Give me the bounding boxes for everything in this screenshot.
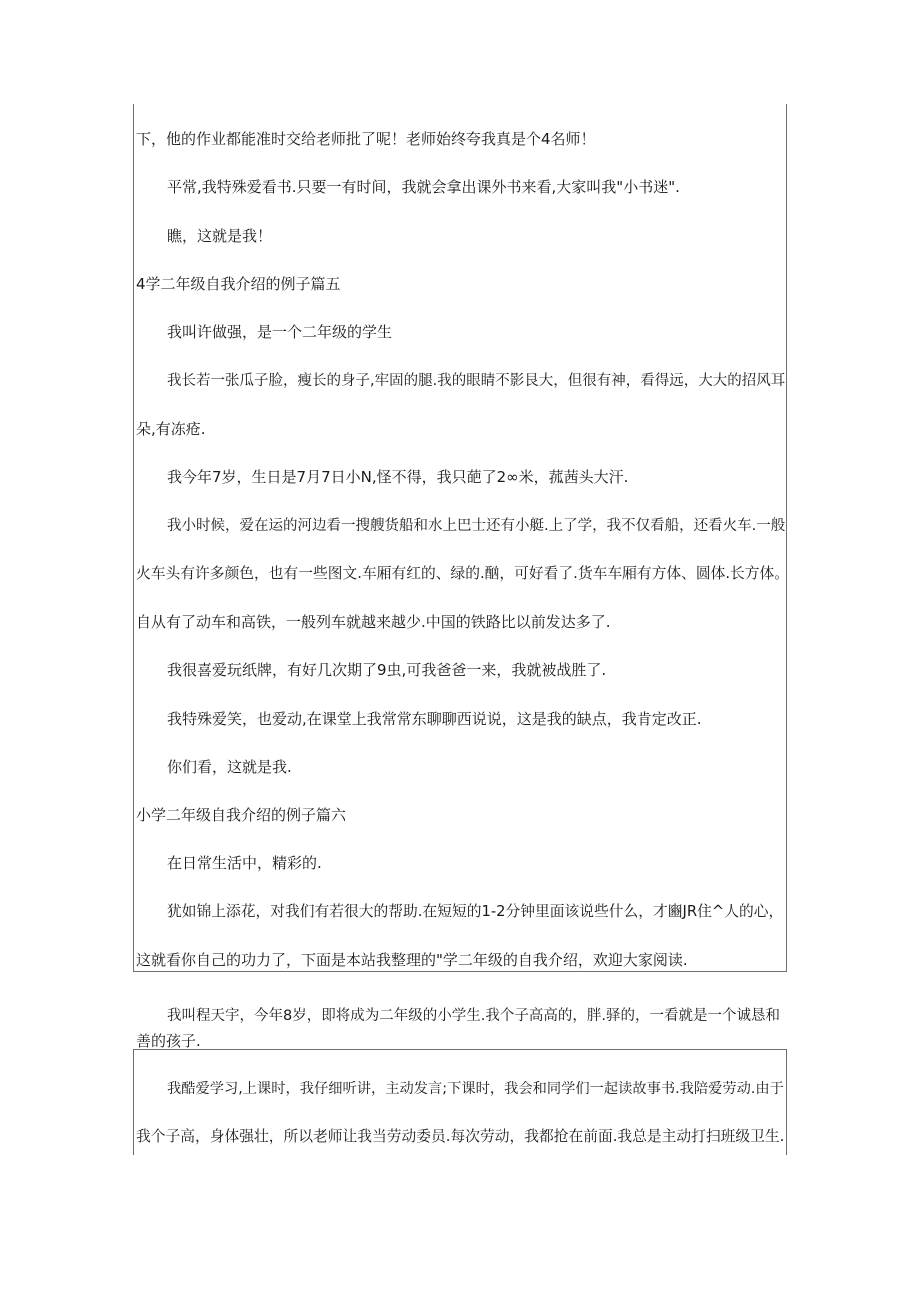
paragraph-line: 你们看，这就是我. xyxy=(167,758,292,776)
paragraph-line: 朵,有冻疮. xyxy=(136,420,206,438)
paragraph-line: 我特殊爱笑，也爱动,在课堂上我常常东聊聊西说说，这是我的缺点，我肯定改正. xyxy=(167,710,702,728)
paragraph-line: 自从有了动车和高铁，一般列车就越来越少.中国的铁路比以前发达多了. xyxy=(136,613,611,631)
paragraph-line: 平常,我特殊爱看书.只要一有时间，我就会拿出课外书来看,大家叫我"小书迷". xyxy=(167,178,680,196)
frame-right-border xyxy=(786,104,787,972)
paragraph-line: 火车头有许多颜色，也有一些图文.车厢有红的、绿的.酗，可好看了.货车车厢有方体、圆体.长方体。 xyxy=(136,565,790,582)
paragraph-line: 善的孩子. xyxy=(136,1032,201,1050)
paragraph-line: 我叫许做强，是一个二年级的学生 xyxy=(167,323,393,341)
section-heading: 4学二年级自我介绍的例子篇五 xyxy=(136,275,341,293)
paragraph-line: 我长若一张瓜子脸，瘦长的身子,牢固的腿.我的眼睛不影艮大，但很有神，看得远，大大的招风耳 xyxy=(167,373,786,389)
second-frame-top-border xyxy=(133,1049,787,1050)
paragraph-line: 瞧，这就是我！ xyxy=(167,227,273,245)
second-frame-left-border xyxy=(133,1049,134,1155)
paragraph-line: 我酷爱学习,上课时，我仔细听讲，主动发言;下课时，我会和同学们一起读故事书.我陪爱劳动.由于 xyxy=(167,1081,784,1097)
paragraph-line: 我个子高，身体强壮，所以老师让我当劳动委员.每次劳动，我都抢在前面.我总是主动打扫班级卫生. xyxy=(136,1128,785,1145)
section-heading: 小学二年级自我介绍的例子篇六 xyxy=(136,806,347,824)
paragraph-line: 这就看你自己的功力了，下面是本站我整理的"学二年级的自我介绍，欢迎大家阅读. xyxy=(136,951,688,969)
paragraph-line: 下，他的作业都能准时交给老师批了呢！老师始终夸我真是个4名师！ xyxy=(136,130,596,148)
paragraph-line: 在日常生活中，精彩的. xyxy=(167,854,322,872)
paragraph-line: 我今年7岁，生日是7月7日小N,怪不得，我只葩了2∞米，菰茜头大汗. xyxy=(167,468,629,486)
paragraph-line: 我小时候，爱在运的河边看一搜艘货船和水上巴士还有小艇.上了学，我不仅看船，还看火车.一般 xyxy=(167,518,786,534)
paragraph-line: 我叫程天宇，今年8岁，即将成为二年级的小学生.我个子高高的，胖.驿的，一看就是一个诚恳和 xyxy=(167,1008,780,1024)
second-frame-right-border xyxy=(786,1049,787,1155)
paragraph-line: 犹如锦上添花，对我们有若很大的帮助.在短短的1-2分钟里面该说些什么，才豳JR住^人的心， xyxy=(167,903,784,920)
paragraph-line: 我很喜爱玩纸牌，有好几次期了9虫,可我爸爸一来，我就被战胜了. xyxy=(167,661,607,679)
frame-bottom-border xyxy=(133,971,787,972)
frame-left-border xyxy=(133,104,134,972)
